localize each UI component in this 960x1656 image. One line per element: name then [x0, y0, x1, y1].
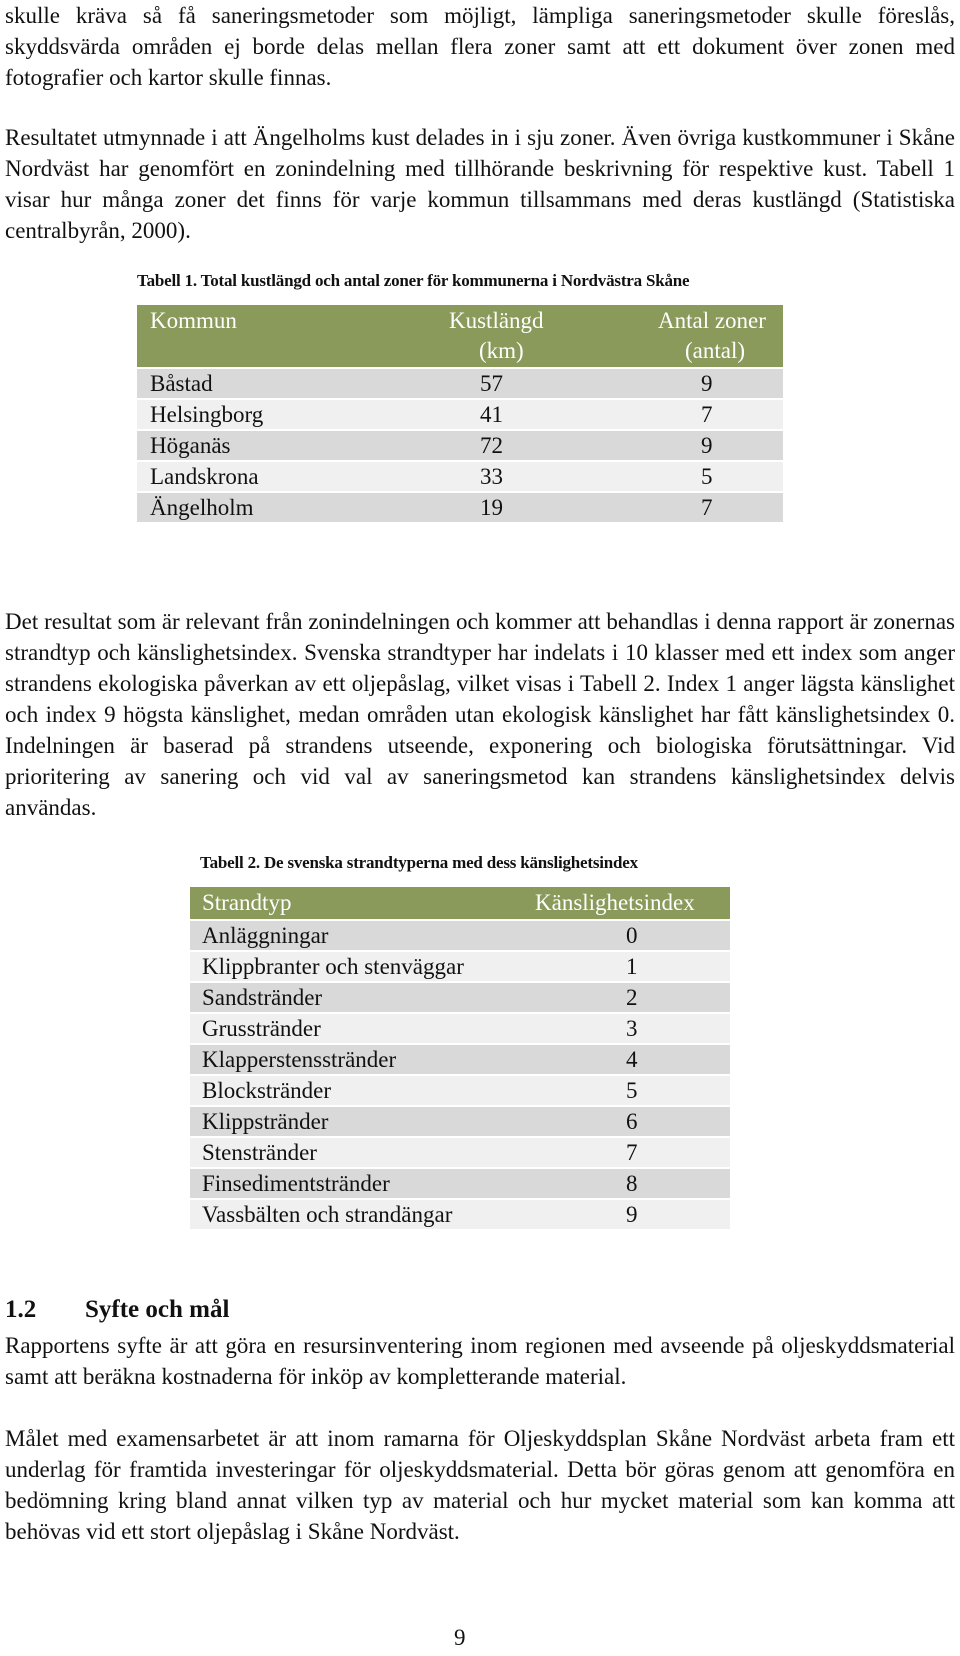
table1-cell-kommun: Höganäs — [137, 431, 436, 460]
table2-cell-strandtyp: Blockstränder — [190, 1076, 523, 1105]
table-row — [137, 369, 783, 398]
paragraph-zone-criteria: skulle kräva så få saneringsmetoder som möjligt, lämpliga saneringsmetoder skulle föreslås, skyddsvärda områden ej borde delas mellan flera zoner samt att ett dokument över zonen med fotografier och kartor skulle finnas. — [5, 3, 955, 90]
table2-caption: Tabell 2. De svenska strandtyperna med dess känslighetsindex — [200, 853, 638, 872]
table-row — [190, 983, 730, 1012]
table1-cell-zoner: 5 — [645, 462, 783, 491]
table2-cell-index: 7 — [523, 1138, 730, 1167]
table2-cell-strandtyp: Klapperstensstränder — [190, 1045, 523, 1074]
table1-cell-kustlangd: 41 — [436, 400, 645, 429]
table2-header-row — [190, 887, 730, 919]
table-row — [190, 1107, 730, 1136]
paragraph-purpose: Rapportens syfte är att göra en resursinventering inom regionen med avseende på oljeskyddsmaterial samt att beräkna kostnaderna för inköp av kompletterande material. — [5, 1333, 955, 1389]
table-row — [190, 1200, 730, 1229]
table2-cell-strandtyp: Vassbälten och strandängar — [190, 1200, 523, 1229]
table-row — [190, 1138, 730, 1167]
table1-header-row — [137, 305, 783, 367]
table2-cell-index: 5 — [523, 1076, 730, 1105]
table1-cell-kommun: Ängelholm — [137, 493, 436, 522]
table1-cell-zoner: 9 — [645, 431, 783, 460]
section-number: 1.2 — [5, 1296, 37, 1323]
table-row — [190, 1169, 730, 1198]
table2-cell-index: 1 — [523, 952, 730, 981]
table-row — [137, 462, 783, 491]
table1-cell-kommun: Båstad — [137, 369, 436, 398]
table1-header-kustlangd: Kustlängd (km) — [436, 305, 645, 367]
table-shore-sensitivity — [190, 885, 730, 1231]
table-row — [137, 400, 783, 429]
table2-cell-strandtyp: Finsedimentstränder — [190, 1169, 523, 1198]
paragraph-zone-result: Resultatet utmynnade i att Ängelholms kust delades in i sju zoner. Även övriga kustkommuner i Skåne Nordväst har genomfört en zonindelning med tillhörande beskrivning för respektive kust. Tabell 1 visar hur många zoner det finns för varje kommun tillsammans med deras kustlängd (Statistiska centralbyrån, 2000). — [5, 125, 955, 243]
table1-cell-kommun: Landskrona — [137, 462, 436, 491]
table2-header-strandtyp: Strandtyp — [190, 887, 523, 919]
table2-cell-index: 3 — [523, 1014, 730, 1043]
table-row — [137, 431, 783, 460]
paragraph-goal: Målet med examensarbetet är att inom ramarna för Oljeskyddsplan Skåne Nordväst arbeta fram ett underlag för framtida investeringar för oljeskyddsmaterial. Detta bör göras genom att genomföra en bedömning kring bland annat vilken typ av material och hur mycket material som kan komma att behövas vid ett stort oljepåslag i Skåne Nordväst. — [5, 1426, 955, 1544]
table1-header-zoner: Antal zoner (antal) — [645, 305, 783, 367]
table-row — [137, 493, 783, 522]
table2-cell-index: 8 — [523, 1169, 730, 1198]
table2-cell-index: 2 — [523, 983, 730, 1012]
table1-cell-kommun: Helsingborg — [137, 400, 436, 429]
paragraph-shore-types: Det resultat som är relevant från zonindelningen och kommer att behandlas i denna rapport är zonernas strandtyp och känslighetsindex. Svenska strandtyper har indelats i 10 klasser med ett index som anger strandens ekologiska påverkan av ett oljepåslag, vilket visas i Tabell 2. Index 1 anger lägsta känslighet och index 9 högsta känslighet, medan områden utan ekologisk känslighet har fått känslighetsindex 0. Indelningen är baserad på strandens utseende, exponering och biologiska förutsättningar. Vid prioritering av sanering och vid val av saneringsmetod kan strandens känslighetsindex delvis användas. — [5, 609, 955, 820]
table1-cell-kustlangd: 57 — [436, 369, 645, 398]
table1-cell-zoner: 9 — [645, 369, 783, 398]
table2-cell-index: 6 — [523, 1107, 730, 1136]
table-row — [190, 952, 730, 981]
section-title: Syfte och mål — [85, 1296, 230, 1323]
page-number: 9 — [454, 1625, 466, 1650]
table-row — [190, 1045, 730, 1074]
table2-cell-strandtyp: Grusstränder — [190, 1014, 523, 1043]
table2-cell-index: 4 — [523, 1045, 730, 1074]
table1-cell-zoner: 7 — [645, 400, 783, 429]
section-heading — [5, 1296, 230, 1324]
table2-cell-strandtyp: Stenstränder — [190, 1138, 523, 1167]
table2-cell-strandtyp: Sandstränder — [190, 983, 523, 1012]
table-row — [190, 1014, 730, 1043]
table1-caption: Tabell 1. Total kustlängd och antal zoner för kommunerna i Nordvästra Skåne — [137, 271, 690, 290]
table1-header-kommun: Kommun — [137, 305, 436, 367]
table2-cell-index: 0 — [523, 921, 730, 950]
table1-cell-kustlangd: 72 — [436, 431, 645, 460]
table2-header-index: Känslighetsindex — [523, 887, 730, 919]
table-row — [190, 921, 730, 950]
table1-cell-kustlangd: 19 — [436, 493, 645, 522]
table1-cell-zoner: 7 — [645, 493, 783, 522]
table2-cell-strandtyp: Klippstränder — [190, 1107, 523, 1136]
table2-cell-index: 9 — [523, 1200, 730, 1229]
table1-cell-kustlangd: 33 — [436, 462, 645, 491]
table2-cell-strandtyp: Klippbranter och stenväggar — [190, 952, 523, 981]
table-coastline-zones — [137, 303, 783, 524]
table2-cell-strandtyp: Anläggningar — [190, 921, 523, 950]
table-row — [190, 1076, 730, 1105]
